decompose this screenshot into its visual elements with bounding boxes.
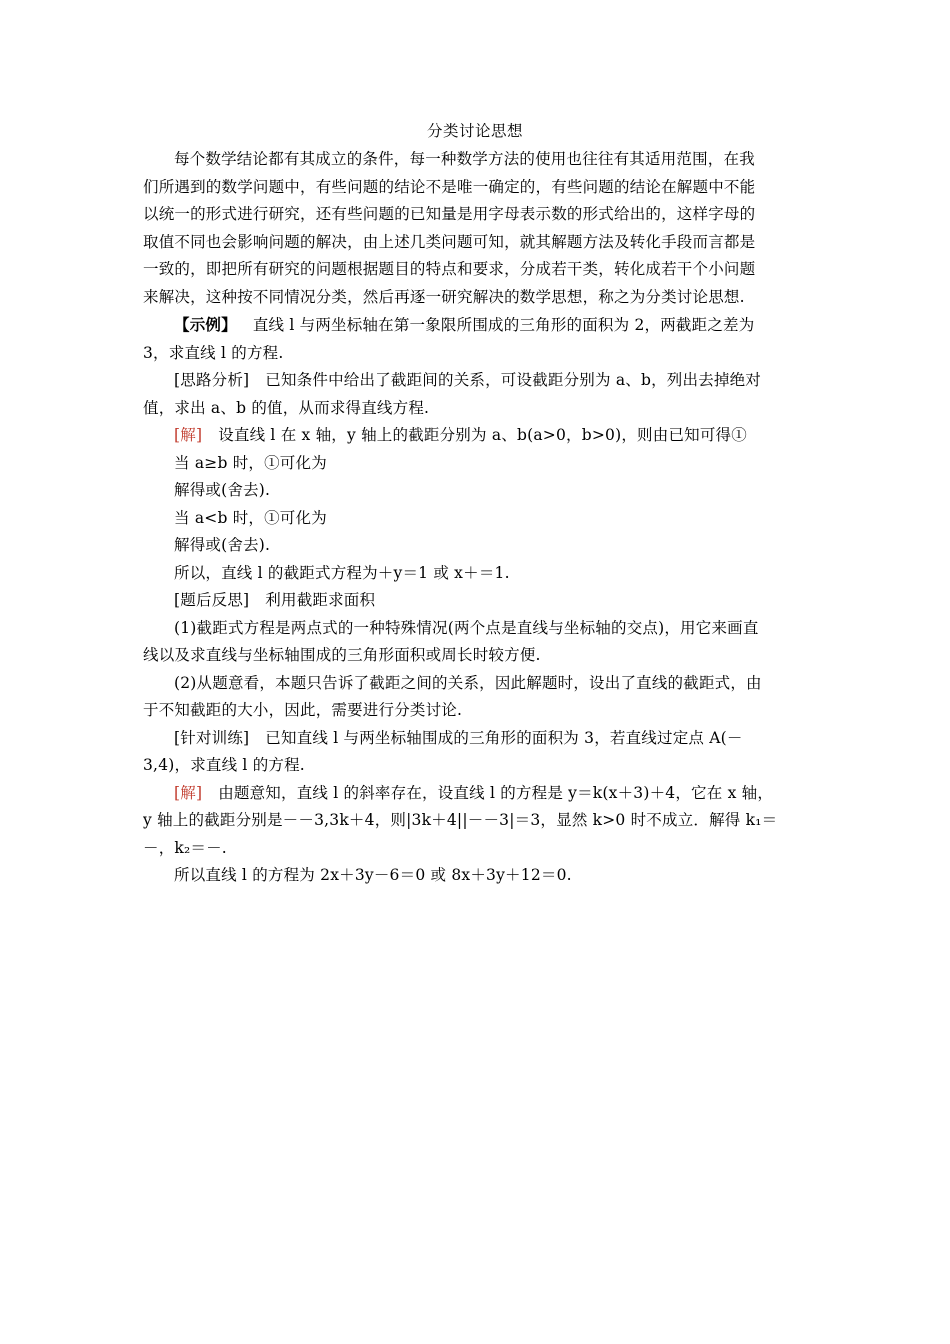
analysis-paragraph <box>143 367 813 422</box>
training-tag: [针对训练] <box>174 728 250 747</box>
solution-line: 解得或(舍去). <box>174 481 271 499</box>
intro-paragraph <box>143 146 813 311</box>
reflection-paragraph <box>143 587 813 725</box>
training-line: 3,4)，求直线 l 的方程. <box>143 756 305 774</box>
solution-paragraph <box>143 422 813 587</box>
training-paragraph <box>143 725 813 780</box>
solution-text: 设直线 l 在 x 轴，y 轴上的截距分别为 a、b(a>0，b>0)，则由已知可得① <box>218 426 747 444</box>
example-line <box>143 311 813 340</box>
solution2-paragraph <box>143 780 813 890</box>
solution2-line: －，k₂＝－. <box>143 838 227 857</box>
solution2-line <box>143 780 813 808</box>
solution2-line: y 轴上的截距分别是－－3,3k＋4，则|3k＋4||－－3|＝3，显然 k>0 时不成立．解得 k₁＝ <box>143 811 778 829</box>
solution-line <box>143 422 813 450</box>
reflection-item: 线以及求直线与坐标轴围成的三角形面积或周长时较方便. <box>143 646 541 664</box>
intro-line: 来解决，这种按不同情况分类，然后再逐一研究解决的数学思想，称之为分类讨论思想. <box>143 287 745 306</box>
document-body <box>143 146 813 890</box>
solution2-text: 由题意知，直线 l 的斜率存在，设直线 l 的方程是 y＝k(x＋3)＋4，它在 x 轴， <box>218 783 774 802</box>
reflection-item: (1)截距式方程是两点式的一种特殊情况(两个点是直线与坐标轴的交点)，用它来画直 <box>174 618 759 637</box>
analysis-tag: [思路分析] <box>174 371 250 389</box>
solution-line: 所以，直线 l 的截距式方程为＋y＝1 或 x＋＝1. <box>174 563 510 582</box>
intro-line: 一致的，即把所有研究的问题根据题目的特点和要求，分成若干类，转化成若干个小问题 <box>143 260 756 278</box>
training-line <box>143 725 813 753</box>
solution-line: 解得或(舍去). <box>174 536 271 554</box>
intro-line: 取值不同也会影响问题的解决，由上述几类问题可知，就其解题方法及转化手段而言都是 <box>143 232 756 251</box>
example-line: 3，求直线 l 的方程. <box>143 343 284 362</box>
analysis-text: 已知条件中给出了截距间的关系，可设截距分别为 a、b，列出去掉绝对 <box>265 371 761 389</box>
example-text: 直线 l 与两坐标轴在第一象限所围成的三角形的面积为 2，两截距之差为 <box>252 316 755 334</box>
solution2-tag: [解] <box>174 783 203 802</box>
reflection-heading: 利用截距求面积 <box>265 591 376 609</box>
reflection-item: (2)从题意看，本题只告诉了截距之间的关系，因此解题时，设出了直线的截距式，由 <box>174 673 762 692</box>
intro-line: 们所遇到的数学问题中，有些问题的结论不是唯一确定的，有些问题的结论在解题中不能 <box>143 177 756 196</box>
analysis-line <box>143 367 813 395</box>
solution2-line: 所以直线 l 的方程为 2x＋3y－6＝0 或 8x＋3y＋12＝0. <box>174 866 572 884</box>
intro-line: 以统一的形式进行研究，还有些问题的已知量是用字母表示数的形式给出的，这样字母的 <box>143 205 756 223</box>
intro-line: 每个数学结论都有其成立的条件，每一种数学方法的使用也往往有其适用范围，在我 <box>174 150 755 168</box>
training-text: 已知直线 l 与两坐标轴围成的三角形的面积为 3，若直线过定点 A(－ <box>265 728 743 747</box>
solution-line: 当 a<b 时，①可化为 <box>174 508 327 527</box>
reflection-line <box>143 587 813 615</box>
page-title: 分类讨论思想 <box>426 122 523 140</box>
reflection-item: 于不知截距的大小，因此，需要进行分类讨论. <box>143 701 463 719</box>
analysis-line: 值，求出 a、b 的值，从而求得直线方程. <box>143 398 430 417</box>
example-tag: 【示例】 <box>174 315 237 334</box>
example-paragraph <box>143 311 813 367</box>
reflection-tag: [题后反思] <box>174 591 250 609</box>
solution-line: 当 a≥b 时，①可化为 <box>174 453 327 472</box>
solution-tag: [解] <box>174 426 203 444</box>
